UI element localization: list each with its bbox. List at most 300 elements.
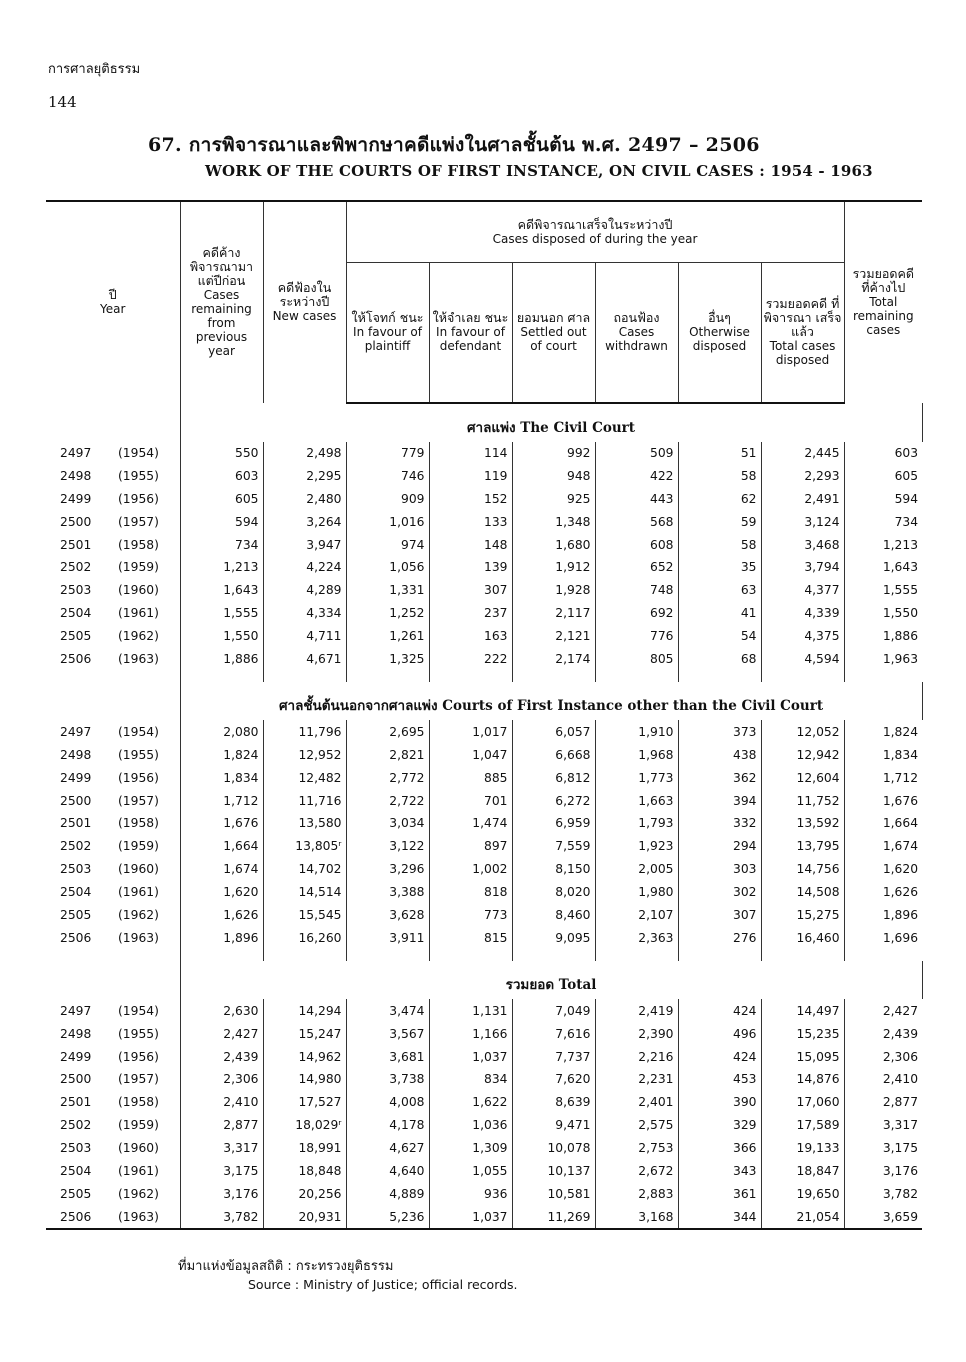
col-header-year: ปี Year bbox=[46, 201, 180, 403]
year-ad: (1957) bbox=[118, 514, 159, 529]
year-cell bbox=[46, 1091, 180, 1114]
table-row bbox=[46, 1022, 922, 1045]
value-cell: 509 bbox=[595, 442, 678, 465]
value-cell: 10,581 bbox=[512, 1182, 595, 1205]
value-cell: 652 bbox=[595, 556, 678, 579]
value-cell: 1,676 bbox=[844, 789, 922, 812]
value-cell: 834 bbox=[429, 1068, 512, 1091]
year-cell bbox=[46, 926, 180, 949]
value-cell: 1,663 bbox=[595, 789, 678, 812]
year-be: 2505 bbox=[60, 907, 92, 922]
year-be: 2506 bbox=[60, 651, 92, 666]
table-row bbox=[46, 720, 922, 743]
running-header: การศาลยุติธรรม bbox=[48, 62, 141, 77]
value-cell: 3,659 bbox=[844, 1205, 922, 1229]
value-cell: 443 bbox=[595, 487, 678, 510]
year-ad: (1960) bbox=[118, 862, 159, 877]
value-cell: 62 bbox=[678, 487, 761, 510]
value-cell: 5,236 bbox=[346, 1205, 429, 1229]
value-cell: 2,390 bbox=[595, 1022, 678, 1045]
value-cell: 2,630 bbox=[180, 999, 263, 1022]
value-cell: 974 bbox=[346, 533, 429, 556]
value-cell: 21,054 bbox=[761, 1205, 844, 1229]
value-cell: 603 bbox=[844, 442, 922, 465]
year-ad: (1956) bbox=[118, 491, 159, 506]
year-cell bbox=[46, 648, 180, 671]
year-ad: (1961) bbox=[118, 606, 159, 621]
value-cell: 1,056 bbox=[346, 556, 429, 579]
table-row bbox=[46, 1182, 922, 1205]
section-title: ศาลแพ่ง The Civil Court bbox=[180, 403, 922, 442]
value-cell: 4,008 bbox=[346, 1091, 429, 1114]
value-cell: 373 bbox=[678, 720, 761, 743]
value-cell: 63 bbox=[678, 579, 761, 602]
value-cell: 773 bbox=[429, 904, 512, 927]
table-row bbox=[46, 999, 922, 1022]
year-ad: (1959) bbox=[118, 560, 159, 575]
value-cell: 1,555 bbox=[180, 602, 263, 625]
value-cell: 15,235 bbox=[761, 1022, 844, 1045]
table-row bbox=[46, 789, 922, 812]
civil-cases-table bbox=[46, 200, 923, 1230]
year-ad: (1954) bbox=[118, 724, 159, 739]
value-cell: 2,877 bbox=[180, 1114, 263, 1137]
value-cell: 20,256 bbox=[263, 1182, 346, 1205]
value-cell: 1,896 bbox=[844, 904, 922, 927]
value-cell: 13,592 bbox=[761, 812, 844, 835]
table-title-english: WORK OF THE COURTS OF FIRST INSTANCE, ON CIVIL CASES : 1954 - 1963 bbox=[205, 162, 873, 180]
value-cell: 422 bbox=[595, 464, 678, 487]
value-cell: 1,886 bbox=[844, 625, 922, 648]
value-cell: 4,889 bbox=[346, 1182, 429, 1205]
value-cell: 11,796 bbox=[263, 720, 346, 743]
value-cell: 1,252 bbox=[346, 602, 429, 625]
value-cell: 1,622 bbox=[429, 1091, 512, 1114]
value-cell: 139 bbox=[429, 556, 512, 579]
year-cell bbox=[46, 1114, 180, 1137]
year-cell bbox=[46, 602, 180, 625]
value-cell: 10,078 bbox=[512, 1137, 595, 1160]
value-cell: 3,782 bbox=[844, 1182, 922, 1205]
year-ad: (1954) bbox=[118, 1003, 159, 1018]
value-cell: 294 bbox=[678, 835, 761, 858]
source-thai: ที่มาแห่งข้อมูลสถิติ : กระทรวงยุติธรรม bbox=[178, 1259, 394, 1274]
value-cell: 1,626 bbox=[844, 881, 922, 904]
value-cell: 2,695 bbox=[346, 720, 429, 743]
year-be: 2503 bbox=[60, 583, 92, 598]
year-ad: (1956) bbox=[118, 770, 159, 785]
table-row bbox=[46, 1114, 922, 1137]
value-cell: 746 bbox=[346, 464, 429, 487]
value-cell: 1,923 bbox=[595, 835, 678, 858]
value-cell: 4,594 bbox=[761, 648, 844, 671]
value-cell: 2,231 bbox=[595, 1068, 678, 1091]
value-cell: 2,107 bbox=[595, 904, 678, 927]
value-cell: 734 bbox=[844, 510, 922, 533]
table-row bbox=[46, 648, 922, 671]
year-cell bbox=[46, 789, 180, 812]
value-cell: 701 bbox=[429, 789, 512, 812]
year-be: 2497 bbox=[60, 445, 92, 460]
value-cell: 1,325 bbox=[346, 648, 429, 671]
value-cell: 11,269 bbox=[512, 1205, 595, 1229]
value-cell: 2,419 bbox=[595, 999, 678, 1022]
value-cell: 1,643 bbox=[180, 579, 263, 602]
year-be: 2498 bbox=[60, 1026, 92, 1041]
year-cell bbox=[46, 835, 180, 858]
value-cell: 133 bbox=[429, 510, 512, 533]
value-cell: 343 bbox=[678, 1160, 761, 1183]
value-cell: 163 bbox=[429, 625, 512, 648]
value-cell: 14,980 bbox=[263, 1068, 346, 1091]
value-cell: 2,821 bbox=[346, 743, 429, 766]
value-cell: 114 bbox=[429, 442, 512, 465]
value-cell: 9,095 bbox=[512, 926, 595, 949]
value-cell: 3,296 bbox=[346, 858, 429, 881]
year-ad: (1955) bbox=[118, 1026, 159, 1041]
value-cell: 3,474 bbox=[346, 999, 429, 1022]
year-be: 2502 bbox=[60, 1118, 92, 1133]
value-cell: 2,722 bbox=[346, 789, 429, 812]
year-be: 2504 bbox=[60, 885, 92, 900]
value-cell: 1,002 bbox=[429, 858, 512, 881]
value-cell: 605 bbox=[180, 487, 263, 510]
value-cell: 14,294 bbox=[263, 999, 346, 1022]
value-cell: 1,834 bbox=[844, 743, 922, 766]
value-cell: 1,963 bbox=[844, 648, 922, 671]
year-ad: (1959) bbox=[118, 839, 159, 854]
value-cell: 1,047 bbox=[429, 743, 512, 766]
table-row bbox=[46, 442, 922, 465]
table-row bbox=[46, 1091, 922, 1114]
value-cell: 6,668 bbox=[512, 743, 595, 766]
value-cell: 424 bbox=[678, 999, 761, 1022]
year-cell bbox=[46, 858, 180, 881]
value-cell: 2,216 bbox=[595, 1045, 678, 1068]
value-cell: 897 bbox=[429, 835, 512, 858]
value-cell: 12,052 bbox=[761, 720, 844, 743]
value-cell: 496 bbox=[678, 1022, 761, 1045]
value-cell: 14,702 bbox=[263, 858, 346, 881]
value-cell: 4,334 bbox=[263, 602, 346, 625]
year-ad: (1961) bbox=[118, 885, 159, 900]
value-cell: 1,213 bbox=[844, 533, 922, 556]
value-cell: 992 bbox=[512, 442, 595, 465]
value-cell: 3,175 bbox=[180, 1160, 263, 1183]
year-cell bbox=[46, 904, 180, 927]
value-cell: 603 bbox=[180, 464, 263, 487]
value-cell: 1,626 bbox=[180, 904, 263, 927]
col-header-new-cases: คดีฟ้องใน ระหว่างปี New cases bbox=[263, 201, 346, 403]
year-be: 2497 bbox=[60, 724, 92, 739]
col-header-remaining-prev: คดีค้าง พิจารณามา แต่ปีก่อน Cases remaining from previous year bbox=[180, 201, 263, 403]
col-header-defendant: ให้จำเลย ชนะ In favour of defendant bbox=[429, 263, 512, 403]
year-cell bbox=[46, 510, 180, 533]
value-cell: 394 bbox=[678, 789, 761, 812]
year-cell bbox=[46, 812, 180, 835]
value-cell: 1,331 bbox=[346, 579, 429, 602]
value-cell: 7,049 bbox=[512, 999, 595, 1022]
value-cell: 4,640 bbox=[346, 1160, 429, 1183]
table-row bbox=[46, 510, 922, 533]
value-cell: 1,643 bbox=[844, 556, 922, 579]
value-cell: 1,131 bbox=[429, 999, 512, 1022]
value-cell: 4,375 bbox=[761, 625, 844, 648]
year-cell bbox=[46, 743, 180, 766]
value-cell: 17,527 bbox=[263, 1091, 346, 1114]
value-cell: 2,293 bbox=[761, 464, 844, 487]
year-be: 2504 bbox=[60, 1163, 92, 1178]
value-cell: 3,124 bbox=[761, 510, 844, 533]
value-cell: 1,555 bbox=[844, 579, 922, 602]
value-cell: 1,696 bbox=[844, 926, 922, 949]
value-cell: 3,034 bbox=[346, 812, 429, 835]
value-cell: 1,550 bbox=[844, 602, 922, 625]
value-cell: 7,737 bbox=[512, 1045, 595, 1068]
value-cell: 15,545 bbox=[263, 904, 346, 927]
value-cell: 1,773 bbox=[595, 766, 678, 789]
table-row bbox=[46, 602, 922, 625]
year-ad: (1960) bbox=[118, 583, 159, 598]
value-cell: 550 bbox=[180, 442, 263, 465]
year-ad: (1954) bbox=[118, 445, 159, 460]
value-cell: 148 bbox=[429, 533, 512, 556]
value-cell: 1,664 bbox=[180, 835, 263, 858]
value-cell: 3,947 bbox=[263, 533, 346, 556]
value-cell: 307 bbox=[429, 579, 512, 602]
value-cell: 14,962 bbox=[263, 1045, 346, 1068]
value-cell: 1,348 bbox=[512, 510, 595, 533]
table-row bbox=[46, 766, 922, 789]
section-heading-row bbox=[46, 403, 922, 442]
value-cell: 9,471 bbox=[512, 1114, 595, 1137]
value-cell: 909 bbox=[346, 487, 429, 510]
table-row bbox=[46, 487, 922, 510]
value-cell: 1,834 bbox=[180, 766, 263, 789]
year-ad: (1963) bbox=[118, 930, 159, 945]
value-cell: 13,805ʳ bbox=[263, 835, 346, 858]
value-cell: 568 bbox=[595, 510, 678, 533]
value-cell: 332 bbox=[678, 812, 761, 835]
value-cell: 3,176 bbox=[180, 1182, 263, 1205]
value-cell: 2,883 bbox=[595, 1182, 678, 1205]
value-cell: 2,117 bbox=[512, 602, 595, 625]
table-title-thai: 67. การพิจารณาและพิพากษาคดีแพ่งในศาลชั้นต้น พ.ศ. 2497 – 2506 bbox=[148, 134, 760, 156]
value-cell: 35 bbox=[678, 556, 761, 579]
value-cell: 2,575 bbox=[595, 1114, 678, 1137]
value-cell: 303 bbox=[678, 858, 761, 881]
year-cell bbox=[46, 625, 180, 648]
value-cell: 2,080 bbox=[180, 720, 263, 743]
value-cell: 1,550 bbox=[180, 625, 263, 648]
table-row bbox=[46, 812, 922, 835]
value-cell: 1,824 bbox=[844, 720, 922, 743]
value-cell: 3,681 bbox=[346, 1045, 429, 1068]
value-cell: 8,639 bbox=[512, 1091, 595, 1114]
section-heading-row bbox=[46, 961, 922, 999]
year-cell bbox=[46, 1182, 180, 1205]
value-cell: 3,168 bbox=[595, 1205, 678, 1229]
year-ad: (1960) bbox=[118, 1141, 159, 1156]
value-cell: 4,178 bbox=[346, 1114, 429, 1137]
value-cell: 608 bbox=[595, 533, 678, 556]
year-cell bbox=[46, 556, 180, 579]
year-ad: (1962) bbox=[118, 1186, 159, 1201]
value-cell: 936 bbox=[429, 1182, 512, 1205]
year-cell bbox=[46, 720, 180, 743]
value-cell: 3,468 bbox=[761, 533, 844, 556]
year-cell bbox=[46, 1137, 180, 1160]
value-cell: 222 bbox=[429, 648, 512, 671]
value-cell: 438 bbox=[678, 743, 761, 766]
year-be: 2502 bbox=[60, 560, 92, 575]
page-header bbox=[48, 58, 140, 111]
year-ad: (1958) bbox=[118, 816, 159, 831]
value-cell: 8,150 bbox=[512, 858, 595, 881]
value-cell: 779 bbox=[346, 442, 429, 465]
year-ad: (1962) bbox=[118, 907, 159, 922]
year-ad: (1957) bbox=[118, 1072, 159, 1087]
value-cell: 1,620 bbox=[844, 858, 922, 881]
year-cell bbox=[46, 579, 180, 602]
year-be: 2499 bbox=[60, 1049, 92, 1064]
value-cell: 15,095 bbox=[761, 1045, 844, 1068]
year-cell bbox=[46, 881, 180, 904]
value-cell: 18,991 bbox=[263, 1137, 346, 1160]
value-cell: 12,942 bbox=[761, 743, 844, 766]
value-cell: 692 bbox=[595, 602, 678, 625]
value-cell: 4,671 bbox=[263, 648, 346, 671]
table-row bbox=[46, 1045, 922, 1068]
table-row bbox=[46, 881, 922, 904]
value-cell: 3,388 bbox=[346, 881, 429, 904]
value-cell: 1,896 bbox=[180, 926, 263, 949]
value-cell: 6,812 bbox=[512, 766, 595, 789]
value-cell: 4,627 bbox=[346, 1137, 429, 1160]
year-be: 2503 bbox=[60, 862, 92, 877]
table-row bbox=[46, 579, 922, 602]
value-cell: 1,712 bbox=[844, 766, 922, 789]
table-row bbox=[46, 533, 922, 556]
table-row bbox=[46, 1068, 922, 1091]
value-cell: 2,491 bbox=[761, 487, 844, 510]
year-cell bbox=[46, 1045, 180, 1068]
value-cell: 16,260 bbox=[263, 926, 346, 949]
year-ad: (1957) bbox=[118, 793, 159, 808]
year-be: 2499 bbox=[60, 770, 92, 785]
value-cell: 2,306 bbox=[180, 1068, 263, 1091]
value-cell: 1,824 bbox=[180, 743, 263, 766]
year-be: 2500 bbox=[60, 514, 92, 529]
year-ad: (1958) bbox=[118, 537, 159, 552]
value-cell: 307 bbox=[678, 904, 761, 927]
year-be: 2498 bbox=[60, 468, 92, 483]
value-cell: 366 bbox=[678, 1137, 761, 1160]
value-cell: 1,037 bbox=[429, 1045, 512, 1068]
section-title: รวมยอด Total bbox=[180, 961, 922, 999]
year-be: 2499 bbox=[60, 491, 92, 506]
value-cell: 6,959 bbox=[512, 812, 595, 835]
value-cell: 1,910 bbox=[595, 720, 678, 743]
year-cell bbox=[46, 464, 180, 487]
year-be: 2501 bbox=[60, 1095, 92, 1110]
value-cell: 14,497 bbox=[761, 999, 844, 1022]
table-row bbox=[46, 835, 922, 858]
value-cell: 1,036 bbox=[429, 1114, 512, 1137]
value-cell: 18,848 bbox=[263, 1160, 346, 1183]
year-cell bbox=[46, 487, 180, 510]
value-cell: 748 bbox=[595, 579, 678, 602]
table-row bbox=[46, 464, 922, 487]
table-row bbox=[46, 556, 922, 579]
year-be: 2502 bbox=[60, 839, 92, 854]
value-cell: 2,295 bbox=[263, 464, 346, 487]
year-cell bbox=[46, 766, 180, 789]
table-row bbox=[46, 1205, 922, 1229]
value-cell: 2,753 bbox=[595, 1137, 678, 1160]
value-cell: 3,794 bbox=[761, 556, 844, 579]
table-row bbox=[46, 858, 922, 881]
year-be: 2500 bbox=[60, 793, 92, 808]
year-ad: (1963) bbox=[118, 651, 159, 666]
value-cell: 4,711 bbox=[263, 625, 346, 648]
value-cell: 19,650 bbox=[761, 1182, 844, 1205]
value-cell: 13,795 bbox=[761, 835, 844, 858]
value-cell: 12,952 bbox=[263, 743, 346, 766]
year-cell bbox=[46, 1068, 180, 1091]
value-cell: 17,060 bbox=[761, 1091, 844, 1114]
value-cell: 41 bbox=[678, 602, 761, 625]
value-cell: 1,166 bbox=[429, 1022, 512, 1045]
value-cell: 58 bbox=[678, 533, 761, 556]
value-cell: 7,620 bbox=[512, 1068, 595, 1091]
value-cell: 2,363 bbox=[595, 926, 678, 949]
value-cell: 3,782 bbox=[180, 1205, 263, 1229]
col-header-withdrawn: ถอนฟ้อง Cases withdrawn bbox=[595, 263, 678, 403]
year-be: 2505 bbox=[60, 629, 92, 644]
value-cell: 14,756 bbox=[761, 858, 844, 881]
year-ad: (1961) bbox=[118, 1163, 159, 1178]
value-cell: 51 bbox=[678, 442, 761, 465]
year-be: 2505 bbox=[60, 1186, 92, 1201]
value-cell: 3,122 bbox=[346, 835, 429, 858]
value-cell: 329 bbox=[678, 1114, 761, 1137]
value-cell: 2,427 bbox=[180, 1022, 263, 1045]
value-cell: 20,931 bbox=[263, 1205, 346, 1229]
section-heading-row bbox=[46, 682, 922, 720]
value-cell: 594 bbox=[844, 487, 922, 510]
value-cell: 1,037 bbox=[429, 1205, 512, 1229]
value-cell: 1,674 bbox=[180, 858, 263, 881]
value-cell: 59 bbox=[678, 510, 761, 533]
value-cell: 594 bbox=[180, 510, 263, 533]
value-cell: 2,005 bbox=[595, 858, 678, 881]
value-cell: 3,628 bbox=[346, 904, 429, 927]
value-cell: 12,604 bbox=[761, 766, 844, 789]
col-header-disposed-group: คดีพิจารณาเสร็จในระหว่างปี Cases disposed of during the year bbox=[346, 201, 844, 263]
value-cell: 1,886 bbox=[180, 648, 263, 671]
year-ad: (1955) bbox=[118, 468, 159, 483]
value-cell: 2,306 bbox=[844, 1045, 922, 1068]
value-cell: 2,174 bbox=[512, 648, 595, 671]
table-row bbox=[46, 904, 922, 927]
value-cell: 3,317 bbox=[844, 1114, 922, 1137]
value-cell: 119 bbox=[429, 464, 512, 487]
source-english: Source : Ministry of Justice; official records. bbox=[248, 1277, 518, 1292]
table-row bbox=[46, 743, 922, 766]
year-cell bbox=[46, 999, 180, 1022]
value-cell: 390 bbox=[678, 1091, 761, 1114]
